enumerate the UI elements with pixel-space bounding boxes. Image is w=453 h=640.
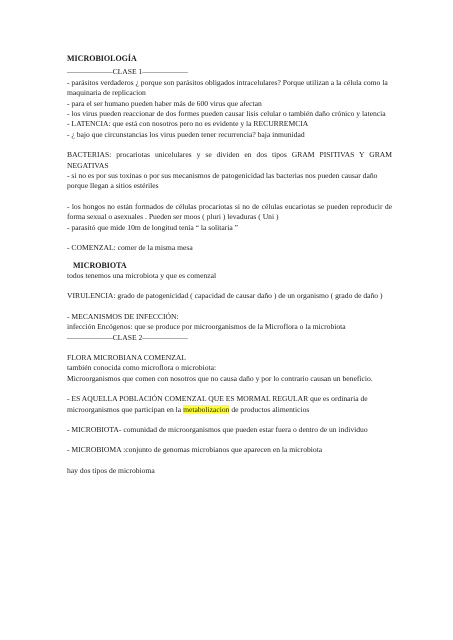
spacer bbox=[67, 140, 392, 150]
class-1-divider: ——————CLASE 1—————— bbox=[67, 67, 188, 77]
paragraph-bacterias: BACTERIAS: procariotas unicelulares y se dividen en dos tipos GRAM PISITIVAS Y GRAM NEGATIVAS bbox=[67, 150, 392, 170]
spacer bbox=[67, 415, 392, 425]
paragraph-mecanismos: - MECANISMOS DE INFECCIÓN: bbox=[67, 311, 179, 321]
spacer bbox=[67, 302, 392, 312]
paragraph-virus-count: - para el ser humano pueden haber más de 600 virus que afectan bbox=[67, 98, 262, 108]
poblacion-text-start: - ES AQUELLA POBLACIÓN COMENZAL QUE ES MORMAL REGULAR que es ordinaria de microorganismos que participan en la bbox=[67, 394, 368, 414]
poblacion-text-end: de productos alimenticios bbox=[229, 404, 310, 414]
paragraph-hongos: - los hongos no están formados de células procariotas si no de células eucariotas se pueden reproducir de forma sexual o asexuales . Pueden ser moos ( pluri ) levaduras ( Uni ) bbox=[67, 201, 392, 222]
spacer bbox=[67, 343, 392, 353]
paragraph-latencia: - LATENCIA: que está con nosotros pero no es evidente y la RECURREMCIA bbox=[67, 119, 309, 129]
paragraph-poblacion bbox=[67, 394, 392, 415]
spacer bbox=[67, 281, 392, 291]
spacer bbox=[67, 254, 392, 261]
paragraph-tipos-microbioma: hay dos tipos de microbioma bbox=[67, 465, 155, 475]
paragraph-infeccion: infección Encógenos: que se produce por microorganismos de la Microflora o la microbiota bbox=[67, 322, 346, 332]
paragraph-comenzal: - COMENZAL: comer de la misma mesa bbox=[67, 243, 193, 253]
spacer bbox=[67, 435, 392, 445]
spacer bbox=[67, 192, 392, 202]
paragraph-parasito: - parasitó que mide 10m de longitud tenía “ la solitaria ” bbox=[67, 222, 239, 232]
paragraph-flora-def: Microorganismos que comen con nosotros que no causa daño y por lo contrario causan un beneficio. bbox=[67, 373, 373, 383]
paragraph-microbioma-def: - MICROBIOMA :conjunto de genomas microbianos que aparecen en la microbiota bbox=[67, 445, 323, 455]
spacer bbox=[67, 233, 392, 243]
highlighted-text: metabolizacion bbox=[183, 404, 230, 414]
paragraph-flora-title: FLORA MICROBIANA COMENZAL bbox=[67, 352, 186, 362]
paragraph-microbiota-def: - MICROBIOTA- comunidad de microorganismos que pueden estar fuera o dentro de un individuo bbox=[67, 424, 368, 434]
paragraph-microbiota: todos tenemos una microbiota y que es comenzal bbox=[67, 270, 217, 280]
paragraph-parasitos: - parásitos verdaderos ¿ porque son parásitos obligados intracelulares? Porque utilizan a la célula como la maquinaria de replicacion bbox=[67, 77, 388, 98]
spacer bbox=[67, 384, 392, 394]
paragraph-recurrencia: - ¿ bajo que circunstancias los virus pueden tener recurrencia? baja inmunidad bbox=[67, 129, 305, 139]
document-page bbox=[67, 54, 392, 476]
paragraph-flora-aka: también conocida como microflora o microbiota: bbox=[67, 363, 217, 373]
paragraph-virulencia: VIRULENCIA: grado de patogenicidad ( capacidad de causar daño ) de un organismo ( grado de daño ) bbox=[67, 291, 383, 301]
class-2-divider: ——————CLASE 2—————— bbox=[67, 332, 188, 342]
spacer bbox=[67, 456, 392, 466]
document-title: MICROBIOLOGÍA bbox=[67, 54, 137, 63]
heading-microbiota: MICROBIOTA bbox=[73, 260, 127, 270]
paragraph-virus-reaction: - los virus pueden reaccionar de dos formes pueden causar lisis celular o también daño crónico y latencia bbox=[67, 109, 386, 119]
paragraph-toxinas: - si no es por sus toxinas o por sus mecanismos de patogenicidad las bacterias nos pueden causar daño porque llegan a sitios estériles bbox=[67, 171, 378, 191]
